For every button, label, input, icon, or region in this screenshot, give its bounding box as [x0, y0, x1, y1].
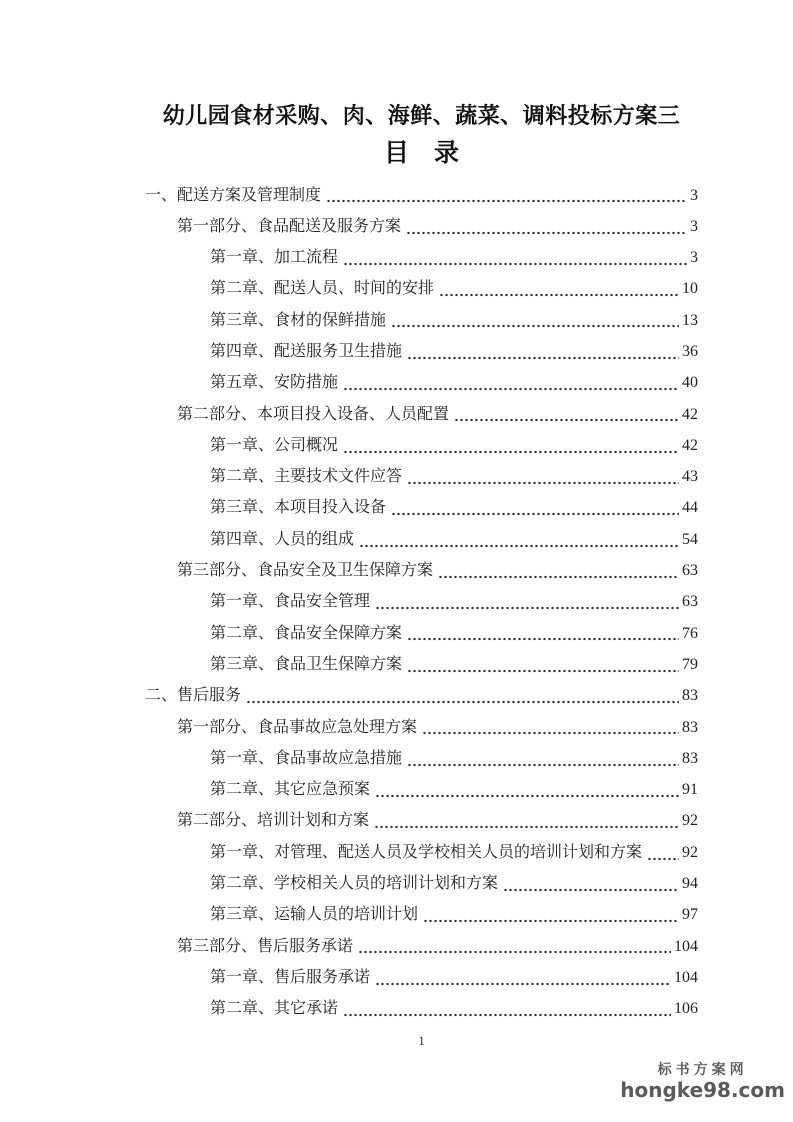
- toc-entry[interactable]: [145, 836, 698, 867]
- toc-page-number: 42: [682, 405, 698, 423]
- toc-page-number: 10: [682, 280, 698, 298]
- dot-leader: [343, 262, 687, 266]
- dot-leader: [407, 763, 679, 767]
- toc-entry-label: 第三章、运输人员的培训计划: [210, 906, 419, 924]
- dot-leader: [343, 387, 679, 391]
- toc-entry-label: 第一章、食品安全管理: [210, 593, 371, 611]
- toc-entry[interactable]: [145, 242, 698, 273]
- toc-entry-label: 第一章、食品事故应急措施: [210, 749, 403, 767]
- toc-entry[interactable]: [145, 961, 698, 992]
- toc-page-number: 42: [682, 436, 698, 454]
- toc-entry[interactable]: [145, 273, 698, 304]
- document-title: 幼儿园食材采购、肉、海鲜、蔬菜、调料投标方案三: [162, 103, 681, 128]
- toc-entry[interactable]: [145, 210, 698, 241]
- dot-leader: [423, 919, 679, 923]
- toc-page-number: 3: [690, 217, 698, 235]
- dot-leader: [375, 606, 679, 610]
- watermark-site-name[interactable]: 标书方案网: [657, 1062, 748, 1078]
- dot-leader: [375, 794, 679, 798]
- dot-leader: [374, 825, 679, 829]
- dot-leader: [343, 450, 679, 454]
- toc-page-number: 92: [682, 812, 698, 830]
- toc-page-number: 76: [682, 624, 698, 642]
- toc-entry-label: 第一章、对管理、配送人员及学校相关人员的培训计划和方案: [210, 843, 643, 861]
- toc-page-number: 94: [682, 875, 698, 893]
- toc-entry-label: 第四章、配送服务卫生措施: [210, 342, 403, 360]
- dot-leader: [246, 700, 679, 704]
- toc-page-number: 13: [682, 311, 698, 329]
- dot-leader: [359, 544, 679, 548]
- toc-page-number: 3: [690, 186, 698, 204]
- toc-entry[interactable]: [145, 179, 698, 210]
- dot-leader: [407, 356, 679, 360]
- toc-entry[interactable]: [145, 367, 698, 398]
- dot-leader: [407, 637, 679, 641]
- toc-entry[interactable]: [145, 429, 698, 460]
- toc-page-number: 104: [674, 968, 698, 986]
- toc-entry[interactable]: [145, 335, 698, 366]
- toc-entry[interactable]: [145, 398, 698, 429]
- toc-entry-label: 第一章、公司概况: [210, 436, 339, 454]
- toc-page-number: 63: [682, 593, 698, 611]
- toc-entry-label: 第四章、人员的组成: [210, 530, 355, 548]
- toc-entry-label: 第二部分、培训计划和方案: [177, 812, 370, 830]
- dot-leader: [343, 1013, 671, 1017]
- toc-entry-label: 第三部分、食品安全及卫生保障方案: [177, 562, 434, 580]
- dot-leader: [358, 950, 671, 954]
- toc-entry[interactable]: [145, 523, 698, 554]
- dot-leader: [375, 982, 671, 986]
- toc-entry[interactable]: [145, 868, 698, 899]
- toc-page-number: 92: [682, 843, 698, 861]
- dot-leader: [647, 857, 679, 861]
- toc-entry-label: 第二部分、本项目投入设备、人员配置: [177, 405, 450, 423]
- dot-leader: [438, 575, 679, 579]
- dot-leader: [391, 324, 679, 328]
- dot-leader: [422, 731, 679, 735]
- toc-entry-label: 第一部分、食品事故应急处理方案: [177, 718, 418, 736]
- dot-leader: [454, 418, 679, 422]
- toc-entry[interactable]: [145, 648, 698, 679]
- toc-page-number: 44: [682, 499, 698, 517]
- toc-entry-label: 第五章、安防措施: [210, 374, 339, 392]
- toc-entry-label: 第三部分、售后服务承诺: [177, 937, 354, 955]
- toc-entry[interactable]: [145, 492, 698, 523]
- toc-page-number: 104: [674, 937, 698, 955]
- toc-entry-label: 第三章、本项目投入设备: [210, 499, 387, 517]
- toc-entry-label: 二、售后服务: [145, 687, 242, 705]
- toc-page-number: 63: [682, 562, 698, 580]
- dot-leader: [406, 231, 687, 235]
- toc-entry[interactable]: [145, 304, 698, 335]
- dot-leader: [326, 199, 687, 203]
- toc-page-number: 40: [682, 374, 698, 392]
- toc-entry[interactable]: [145, 993, 698, 1024]
- toc-entry[interactable]: [145, 586, 698, 617]
- dot-leader: [503, 888, 679, 892]
- toc-page-number: 91: [682, 781, 698, 799]
- toc-page-number: 3: [690, 249, 698, 267]
- toc-entry-label: 一、配送方案及管理制度: [145, 186, 322, 204]
- toc-entry[interactable]: [145, 805, 698, 836]
- dot-leader: [391, 512, 679, 516]
- toc-entry[interactable]: [145, 774, 698, 805]
- dot-leader: [407, 481, 679, 485]
- toc-entry-label: 第二章、主要技术文件应答: [210, 468, 403, 486]
- toc-page-number: 54: [682, 530, 698, 548]
- footer-page-number: 1: [418, 1033, 425, 1048]
- toc-page-number: 83: [682, 749, 698, 767]
- toc-entry-label: 第二章、食品安全保障方案: [210, 624, 403, 642]
- toc-entry[interactable]: [145, 742, 698, 773]
- toc-heading: 目 录: [383, 140, 459, 167]
- toc-page-number: 83: [682, 718, 698, 736]
- toc-entry[interactable]: [145, 930, 698, 961]
- toc-entry-label: 第一部分、食品配送及服务方案: [177, 217, 402, 235]
- toc-entry[interactable]: [145, 555, 698, 586]
- watermark-site-url[interactable]: hongke98.com: [620, 1077, 785, 1102]
- toc-entry[interactable]: [145, 711, 698, 742]
- dot-leader: [439, 293, 679, 297]
- toc-page-number: 106: [674, 1000, 698, 1018]
- toc-entry[interactable]: [145, 899, 698, 930]
- toc-entry-label: 第一章、加工流程: [210, 249, 339, 267]
- toc-list: [145, 179, 698, 1024]
- dot-leader: [407, 669, 679, 673]
- toc-entry[interactable]: [145, 617, 698, 648]
- toc-entry-label: 第二章、配送人员、时间的安排: [210, 280, 435, 298]
- watermark[interactable]: [620, 1062, 785, 1101]
- toc-entry-label: 第二章、其它承诺: [210, 1000, 339, 1018]
- toc-page-number: 36: [682, 342, 698, 360]
- toc-entry[interactable]: [145, 680, 698, 711]
- toc-entry-label: 第一章、售后服务承诺: [210, 968, 371, 986]
- toc-entry[interactable]: [145, 461, 698, 492]
- toc-entry-label: 第三章、食品卫生保障方案: [210, 655, 403, 673]
- toc-page-number: 83: [682, 687, 698, 705]
- toc-page-number: 43: [682, 468, 698, 486]
- toc-page-number: 79: [682, 655, 698, 673]
- toc-entry-label: 第二章、学校相关人员的培训计划和方案: [210, 875, 499, 893]
- toc-entry-label: 第三章、食材的保鲜措施: [210, 311, 387, 329]
- toc-entry-label: 第二章、其它应急预案: [210, 781, 371, 799]
- toc-page-number: 97: [682, 906, 698, 924]
